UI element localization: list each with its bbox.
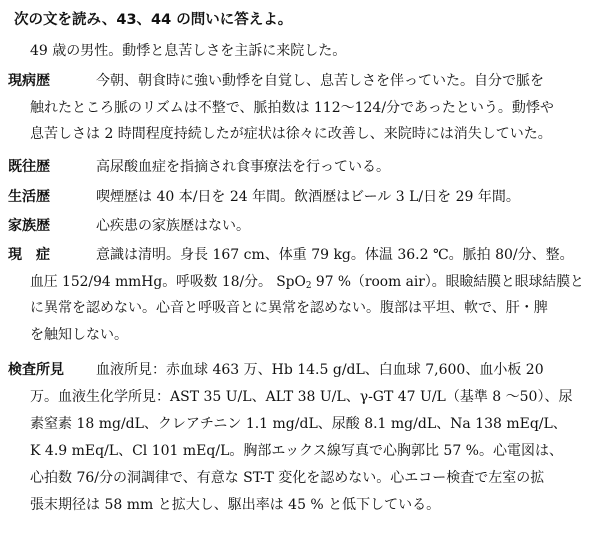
family-history-line: 心疾患の家族歴はない。 <box>96 218 250 234</box>
lab-findings-label: 検査所見 <box>8 362 64 378</box>
lab-findings-line: 素窒素 18 mg/dL、クレアチニン 1.1 mg/dL、尿酸 8.1 mg/dL、Na 138 mEq/L、 <box>30 416 567 432</box>
present-illness-line: 息苦しさは 2 時間程度持続したが症状は徐々に改善し、来院時には消失していた。 <box>30 126 552 142</box>
findings-line <box>30 272 584 296</box>
spo2-label: SpO <box>276 274 306 290</box>
family-history-label: 家族歴 <box>8 218 50 234</box>
lab-findings-line: K 4.9 mEq/L、Cl 101 mEq/L。胸部エックス線写真で心胸郭比 57 %。心電図は、 <box>30 443 563 459</box>
spo2-subscript: 2 <box>305 281 312 291</box>
present-illness-line: 今朝、朝食時に強い動悸を自覚し、息苦しさを伴っていた。自分で脈を <box>96 73 544 89</box>
findings-label: 現 症 <box>8 247 50 263</box>
findings-line: を触知しない。 <box>30 327 128 343</box>
findings-line: に異常を認めない。心音と呼吸音とに異常を認めない。腹部は平坦、軟で、肝・脾 <box>30 300 548 316</box>
life-history-label: 生活歴 <box>8 189 50 205</box>
patient-intro: 49 歳の男性。動悸と息苦しさを主訴に来院した。 <box>30 43 347 59</box>
findings-line: 意識は清明。身長 167 cm、体重 79 kg。体温 36.2 ℃。脈拍 80/分、整。 <box>96 247 574 263</box>
life-history-line: 喫煙歴は 40 本/日を 24 年間。飲酒歴はビール 3 L/日を 29 年間。 <box>96 189 520 205</box>
lab-findings-line: 血液所見：赤血球 463 万、Hb 14.5 g/dL、白血球 7,600、血小板 20 <box>96 362 544 378</box>
question-heading: 次の文を読み、43、44 の問いに答えよ。 <box>14 12 293 28</box>
past-history-label: 既往歴 <box>8 159 50 175</box>
lab-findings-line: 張末期径は 58 mm と拡大し、駆出率は 45 % と低下している。 <box>30 497 441 513</box>
past-history-line: 高尿酸血症を指摘され食事療法を行っている。 <box>96 159 390 175</box>
present-illness-label: 現病歴 <box>8 73 50 89</box>
lab-findings-line: 万。血液生化学所見：AST 35 U/L、ALT 38 U/L、γ-GT 47 U/L（基準 8 ～50）、尿 <box>30 389 573 405</box>
lab-findings-line: 心拍数 76/分の洞調律で、有意な ST-T 変化を認めない。心エコー検査で左室の拡 <box>30 470 545 486</box>
findings-room-air-text: 97 %（room air）。眼瞼結膜と眼球結膜と <box>311 274 584 290</box>
findings-vitals-text: 血圧 152/94 mmHg。呼吸数 18/分。 <box>30 274 272 290</box>
present-illness-line: 触れたところ脈のリズムは不整で、脈拍数は 112～124/分であったという。動悸や <box>30 100 554 116</box>
